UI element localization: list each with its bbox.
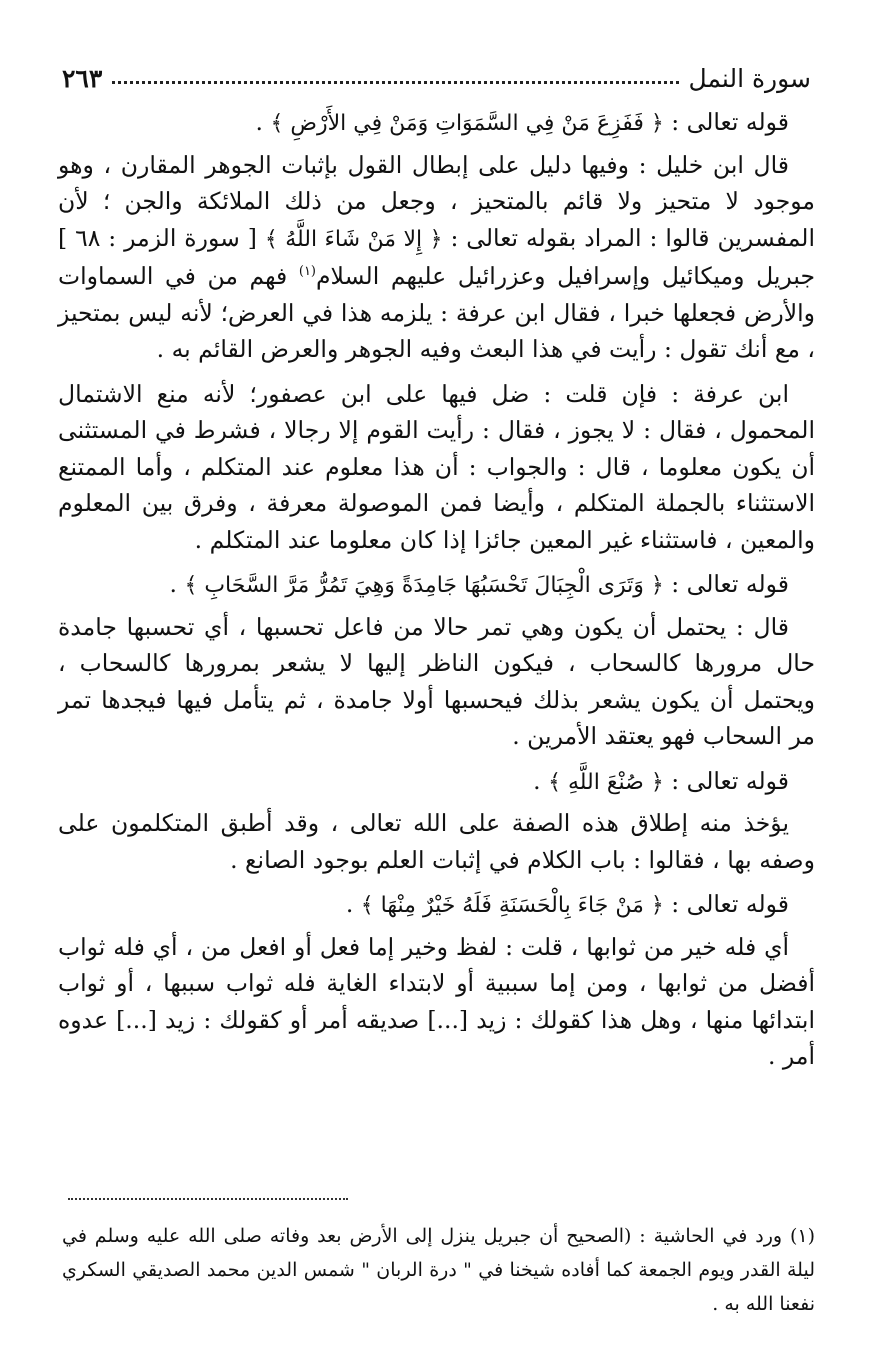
surah-title: سورة النمل [688,63,811,93]
paragraph-verse-3 [58,763,815,802]
quran-verse: ﴿ صُنْعَ اللَّهِ ﴾ [548,769,664,795]
verse-intro: قوله تعالى : [663,570,789,598]
paragraph-commentary-5: أي فله خير من ثوابها ، قلت : لفظ وخير إما فعل أو افعل من ، أي فله ثواب أفضل من ثوابها ، ومن إما سببية أو لابتداء الغاية فله ثواب سببها ، أو ثواب ابتدائها منها ، وهل هذا كقولك : زيد [...] صديقه أمر أو كقولك : زيد [...] عدوه أمر . [58,932,815,1070]
quran-verse: ﴿ مَنْ جَاءَ بِالْحَسَنَةِ فَلَهُ خَيْرٌ مِنْهَا ﴾ [360,893,664,918]
verse-end: . [255,108,271,136]
verse-intro: قوله تعالى : [663,108,789,136]
paragraph-commentary-1 [58,147,815,368]
quran-verse: ﴿ فَفَزِعَ مَنْ فِي السَّمَوَاتِ وَمَنْ فِي الأَرْضِ ﴾ [270,111,664,136]
header-dotted-leader [112,81,678,84]
footnote [62,1219,815,1321]
footnote-marker: (١) [298,264,316,280]
commentary-text: [ سورة الزمر : ٦٨ ] جبريل وميكائيل وإسرافيل وعزرائيل عليهم السلام [58,223,815,290]
verse-end: . [533,766,549,795]
page-number: ٢٦٣ [62,63,103,93]
page-header [62,58,811,98]
verse-end: . [345,890,361,918]
paragraph-commentary-2: ابن عرفة : فإن قلت : ضل فيها على ابن عصفور؛ لأنه منع الاشتمال المحمول ، فقال : لا يجوز ، فقال : رأيت القوم إلا رجالا ، فشرط في المستثنى أن يكون معلوما ، قال : والجواب : أن هذا معلوم عند المتكلم ، وأما الممتنع الاستثناء بالجملة المتكلم ، وأيضا فمن الموصولة معرفة ، وفرق بين المعلوم والمعين ، فاستثناء غير المعين جائزا إذا كان معلوما عند المتكلم . [58,379,815,554]
paragraph-commentary-3: قال : يحتمل أن يكون وهي تمر حالا من فاعل تحسبها ، أي تحسبها جامدة حال مرورها كالسحاب ، فيكون الناظر إليها لا يشعر بمرورها كالسحاب ، ويحتمل أن يكون يشعر بذلك فيحسبها أولا جامدة ، ثم يتأمل فيها فيجدها تمر مر السحاب فهو يعتقد الأمرين . [58,612,815,750]
paragraph-verse-1 [58,104,815,143]
commentary-text: فهم من في السماوات والأرض فجعلها خبرا ، فقال ابن عرفة : يلزمه هذا في العرض؛ لأنه ليس بمتحيز ، مع أنك تقول : رأيت في هذا البعث وفيه الجوهر والعرض القائم به . [58,262,815,363]
quran-verse: ﴿ إِلا مَنْ شَاءَ اللَّهُ ﴾ [264,226,443,252]
paragraph-verse-4 [58,886,815,925]
footnote-separator [68,1198,348,1200]
footnote-text: (١) ورد في الحاشية : (الصحيح أن جبريل ينزل إلى الأرض بعد وفاته صلى الله عليه وسلم في ليلة القدر ويوم الجمعة كما أفاده شيخنا في " درة الربان " شمس الدين محمد الصديقي السكري نفعنا الله به . [62,1225,815,1315]
page-body [58,104,815,1083]
verse-end: . [169,570,185,598]
commentary-text: قال ابن خليل : وفيها دليل على إبطال القول بإثبات الجوهر المقارن ، وهو موجود لا متحيز ولا قائم بالمتحيز ، وجعل من ذلك الملائكة والجن ؛ لأن المفسرين قالوا : المراد بقوله تعالى : [58,150,815,252]
paragraph-commentary-4: يؤخذ منه إطلاق هذه الصفة على الله تعالى ، وقد أطبق المتكلمون على وصفه بها ، فقالوا : باب الكلام في إثبات العلم بوجود الصانع . [58,809,815,874]
verse-intro: قوله تعالى : [663,890,789,918]
paragraph-verse-2 [58,566,815,605]
quran-verse: ﴿ وَتَرَى الْجِبَالَ تَحْسَبُهَا جَامِدَةً وَهِيَ تَمُرُّ مَرَّ السَّحَابِ ﴾ [184,573,664,598]
verse-intro: قوله تعالى : [663,766,789,795]
